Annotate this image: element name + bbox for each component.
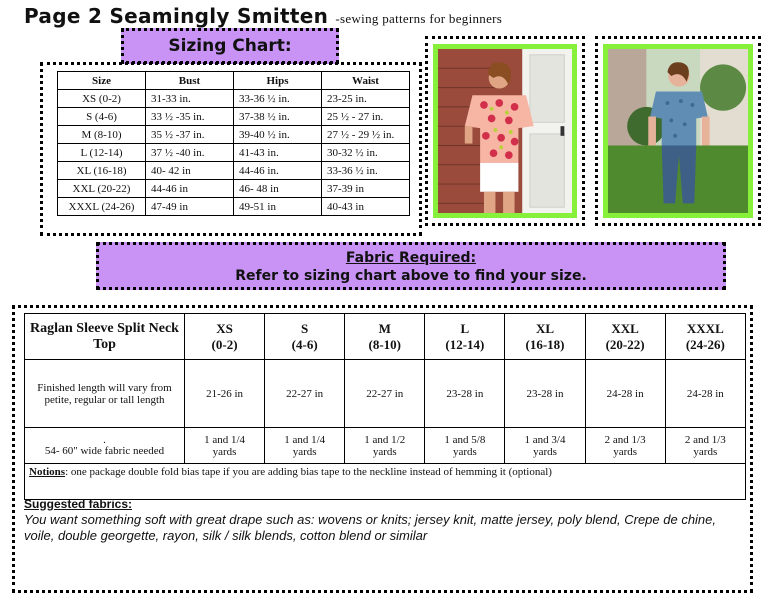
fabric-yardage-row xyxy=(25,428,746,464)
finished-length-cell: 24-28 in xyxy=(585,360,665,428)
sizing-col-size: Size xyxy=(58,72,146,90)
hips-cell: 37-38 ½ in. xyxy=(234,108,322,126)
size-column-header xyxy=(345,314,425,360)
size-range: (24-26) xyxy=(685,336,725,352)
sizing-chart-table xyxy=(57,71,410,216)
hips-cell: 39-40 ½ in. xyxy=(234,126,322,144)
bust-cell: 35 ½ -37 in. xyxy=(146,126,234,144)
size-cell: M (8-10) xyxy=(58,126,146,144)
yardage-dot: . xyxy=(103,433,106,446)
finished-length-cell: 23-28 in xyxy=(425,360,505,428)
waist-cell: 33-36 ½ in. xyxy=(322,162,410,180)
waist-cell: 37-39 in xyxy=(322,180,410,198)
length-label-cell: Finished length will vary from petite, regular or tall length xyxy=(25,360,185,428)
size-range: (0-2) xyxy=(211,336,238,352)
yardage-cell xyxy=(425,428,505,464)
page-tagline: -sewing patterns for beginners xyxy=(335,11,503,26)
waist-cell: 27 ½ - 29 ½ in. xyxy=(322,126,410,144)
size-cell: XXXL (24-26) xyxy=(58,198,146,216)
waist-cell: 25 ½ - 27 in. xyxy=(322,108,410,126)
waist-cell: 23-25 in. xyxy=(322,90,410,108)
yardage-amount: 2 and 1/3 xyxy=(604,433,646,446)
bust-cell: 44-46 in xyxy=(146,180,234,198)
yardage-unit: yards xyxy=(372,445,397,458)
notions-label: Notions xyxy=(29,466,66,478)
yardage-unit: yards xyxy=(693,445,718,458)
yardage-unit: yards xyxy=(292,445,317,458)
yardage-label-cell xyxy=(25,428,185,464)
page-title: Page 2 Seamingly Smitten xyxy=(24,4,329,28)
size-column-header xyxy=(505,314,585,360)
model-photo-floral-top xyxy=(425,36,585,226)
yardage-cell xyxy=(265,428,345,464)
size-range: (20-22) xyxy=(605,336,645,352)
fabric-required-title: Fabric Required: xyxy=(345,250,477,266)
size-range: (8-10) xyxy=(368,336,402,352)
sizing-row xyxy=(58,144,410,162)
sizing-row xyxy=(58,198,410,216)
fabric-required-banner xyxy=(96,242,726,290)
floral-top-image xyxy=(438,49,572,213)
size-cell: XXL (20-22) xyxy=(58,180,146,198)
bust-cell: 37 ½ -40 in. xyxy=(146,144,234,162)
yardage-amount: 1 and 1/4 xyxy=(284,433,326,446)
blue-top-image xyxy=(608,49,748,213)
size-name: XS xyxy=(216,320,233,336)
size-name: S xyxy=(301,320,309,336)
size-cell: XS (0-2) xyxy=(58,90,146,108)
yardage-cell xyxy=(505,428,585,464)
size-range: (16-18) xyxy=(525,336,565,352)
size-name: XXL xyxy=(611,320,639,336)
hips-cell: 44-46 in. xyxy=(234,162,322,180)
yardage-unit: yards xyxy=(452,445,477,458)
sizing-chart-box xyxy=(40,62,422,236)
finished-length-cell: 21-26 in xyxy=(185,360,265,428)
yardage-amount: 1 and 1/2 xyxy=(364,433,406,446)
notions-text: : one package double fold bias tape if you are adding bias tape to the neckline instead of hemming it (optional) xyxy=(65,466,552,478)
bust-cell: 33 ½ -35 in. xyxy=(146,108,234,126)
page-header xyxy=(24,4,502,28)
sizing-header-row xyxy=(58,72,410,90)
size-name: XL xyxy=(535,320,555,336)
size-range: (4-6) xyxy=(291,336,318,352)
fabric-requirements-table xyxy=(24,313,746,500)
yardage-amount: 1 and 5/8 xyxy=(444,433,486,446)
sizing-col-bust: Bust xyxy=(146,72,234,90)
sizing-col-waist: Waist xyxy=(322,72,410,90)
size-column-header xyxy=(185,314,265,360)
bust-cell: 40- 42 in xyxy=(146,162,234,180)
yardage-unit: yards xyxy=(212,445,237,458)
finished-length-cell: 24-28 in xyxy=(665,360,745,428)
yardage-cell xyxy=(665,428,745,464)
size-column-header xyxy=(265,314,345,360)
model-photo-blue-top xyxy=(595,36,761,226)
yardage-amount: 1 and 1/4 xyxy=(204,433,246,446)
size-cell: XL (16-18) xyxy=(58,162,146,180)
size-range: (12-14) xyxy=(445,336,485,352)
size-column-header xyxy=(425,314,505,360)
hips-cell: 41-43 in. xyxy=(234,144,322,162)
product-name-cell: Raglan Sleeve Split Neck Top xyxy=(25,314,185,360)
fabric-length-row xyxy=(25,360,746,428)
fabric-table-box xyxy=(12,305,753,593)
sizing-row xyxy=(58,108,410,126)
size-cell: S (4-6) xyxy=(58,108,146,126)
yardage-label: 54- 60" wide fabric needed xyxy=(44,444,165,457)
hips-cell: 33-36 ½ in. xyxy=(234,90,322,108)
yardage-cell xyxy=(585,428,665,464)
size-name: L xyxy=(460,320,470,336)
yardage-unit: yards xyxy=(533,445,557,458)
finished-length-cell: 23-28 in xyxy=(505,360,585,428)
waist-cell: 40-43 in xyxy=(322,198,410,216)
sizing-chart-title: Sizing Chart: xyxy=(121,28,339,64)
size-name: XXXL xyxy=(686,320,724,336)
suggested-fabrics-title: Suggested fabrics: xyxy=(24,497,133,511)
suggested-fabrics xyxy=(24,497,744,544)
size-column-header xyxy=(665,314,745,360)
size-name: M xyxy=(378,320,391,336)
notions-cell xyxy=(25,464,746,500)
notions-row xyxy=(25,464,746,500)
size-cell: L (12-14) xyxy=(58,144,146,162)
hips-cell: 49-51 in xyxy=(234,198,322,216)
yardage-unit: yards xyxy=(613,445,638,458)
yardage-cell xyxy=(345,428,425,464)
sizing-row xyxy=(58,90,410,108)
sizing-row xyxy=(58,126,410,144)
waist-cell: 30-32 ½ in. xyxy=(322,144,410,162)
fabric-header-row xyxy=(25,314,746,360)
sizing-row xyxy=(58,180,410,198)
yardage-cell xyxy=(185,428,265,464)
finished-length-cell: 22-27 in xyxy=(345,360,425,428)
hips-cell: 46- 48 in xyxy=(234,180,322,198)
suggested-fabrics-body: You want something soft with great drape such as: wovens or knits; jersey knit, matte jersey, poly blend, Crepe de chine, voile, double georgette, rayon, silk / silk blends, cotton blend or similar xyxy=(24,512,717,543)
size-column-header xyxy=(585,314,665,360)
sizing-col-hips: Hips xyxy=(234,72,322,90)
bust-cell: 47-49 in xyxy=(146,198,234,216)
yardage-amount: 1 and 3/4 xyxy=(524,433,566,446)
bust-cell: 31-33 in. xyxy=(146,90,234,108)
yardage-amount: 2 and 1/3 xyxy=(684,433,726,446)
fabric-required-subtitle: Refer to sizing chart above to find your size. xyxy=(235,268,587,284)
sizing-row xyxy=(58,162,410,180)
finished-length-cell: 22-27 in xyxy=(265,360,345,428)
